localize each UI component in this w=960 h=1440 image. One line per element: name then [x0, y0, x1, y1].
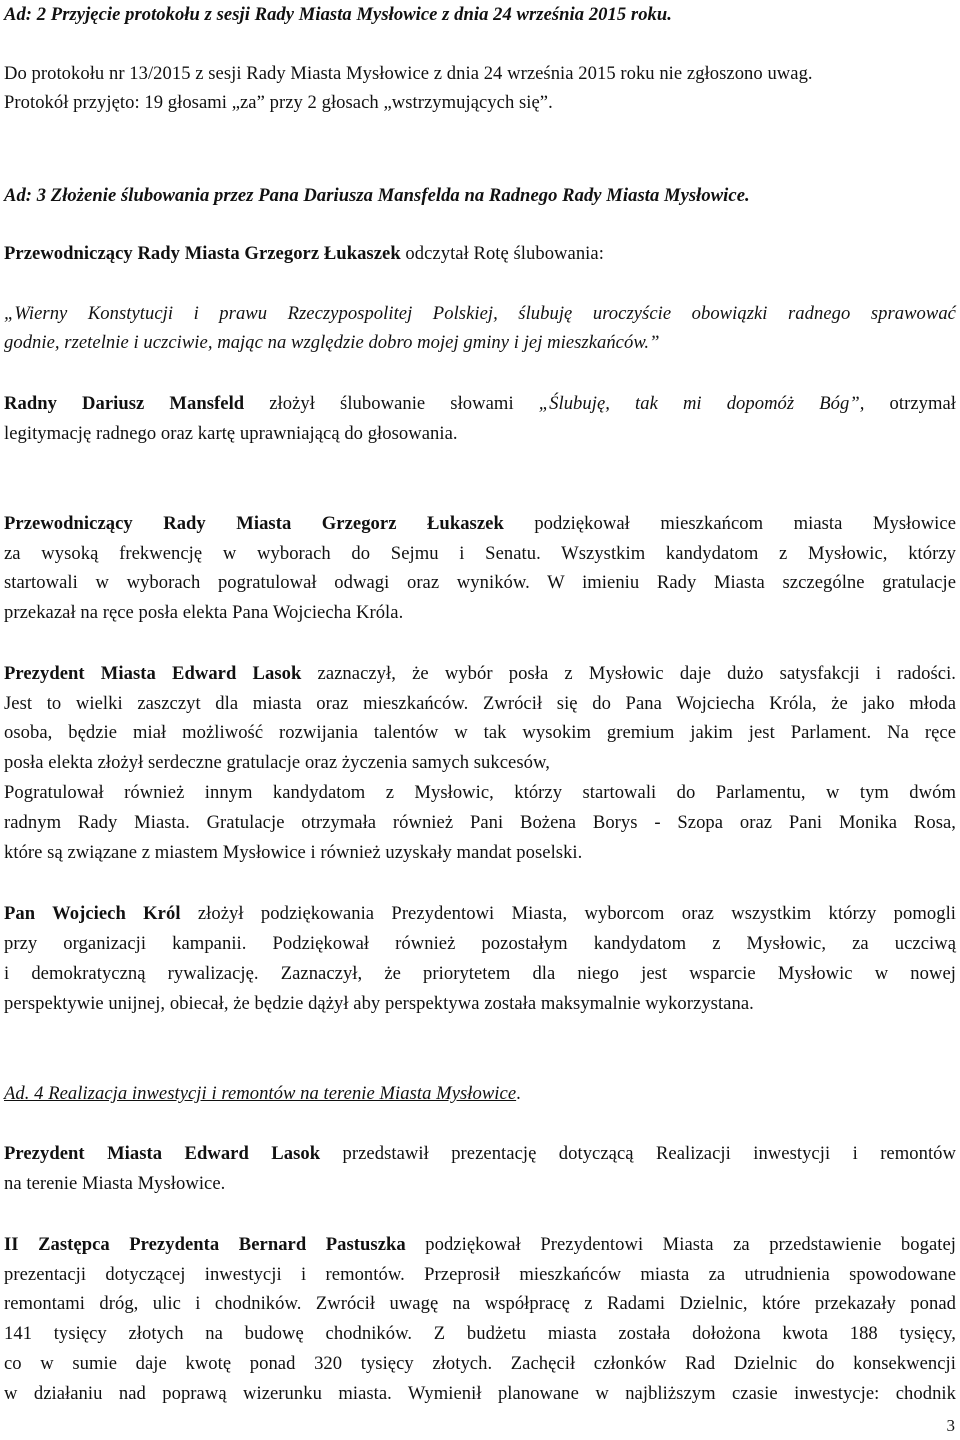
krol-line-3: i demokratyczną rywalizację. Zaznaczył, że priorytetem dla niego jest wsparcie Mysłowic w nowej: [4, 963, 956, 984]
ad4-heading: Ad. 4 Realizacja inwestycji i remontów na terenie Miasta Mysłowice.: [4, 1083, 521, 1104]
speaker-name: Radny Dariusz Mansfeld: [4, 393, 245, 414]
presentation-line-1: Prezydent Miasta Edward Lasok przedstawił prezentację dotyczącą Realizacji inwestycji i remontów: [4, 1143, 956, 1164]
ad3-paragraph: Przewodniczący Rady Miasta Grzegorz Łukaszek odczytał Rotę ślubowania:: [4, 243, 604, 264]
deputy-line-5: co w sumie daje kwotę ponad 320 tysięcy złotych. Zachęcił członków Rad Dzielnic do konsekwencji: [4, 1353, 956, 1374]
krol-line-1: Pan Wojciech Król złożył podziękowania Prezydentowi Miasta, wyborcom oraz wszystkim którzy pomogli: [4, 903, 956, 924]
oath-taken-line-1: Radny Dariusz Mansfeld złożył ślubowanie słowami „Ślubuję, tak mi dopomóż Bóg”, otrzymał: [4, 393, 957, 414]
speaker-name: Przewodniczący Rady Miasta Grzegorz Łukaszek: [4, 513, 504, 534]
ad2-text: Do protokołu nr 13/2015 z sesji Rady Miasta Mysłowice z dnia 24 września 2015 roku nie zgłoszono uwag.: [4, 63, 813, 84]
thanks-line-3: startowali w wyborach pogratulował odwagi oraz wyników. W imieniu Rady Miasta szczególne gratulacje: [4, 572, 956, 593]
speaker-name: Prezydent Miasta Edward Lasok: [4, 663, 302, 684]
krol-line-4: perspektywie unijnej, obiecał, że będzie dążył aby perspektywa została maksymalnie wykorzystana.: [4, 993, 754, 1014]
deputy-line-3: remontami dróg, ulic i chodników. Zwrócił uwagę na współpracę z Radami Dzielnic, które przekazały ponad: [4, 1293, 956, 1314]
oath-taken-line-2: legitymację radnego oraz kartę uprawniającą do głosowania.: [4, 423, 458, 444]
president-line-7: które są związane z miastem Mysłowice i również uzyskały mandat poselski.: [4, 842, 583, 863]
president-line-5: Pogratulował również innym kandydatom z Mysłowic, którzy startowali do Parlamentu, w tym dwóm: [4, 782, 956, 803]
oath-quote: „Ślubuję, tak mi dopomóż Bóg”,: [538, 393, 865, 414]
president-line-1: Prezydent Miasta Edward Lasok zaznaczył, że wybór posła z Mysłowic daje dużo satysfakcji i radości.: [4, 663, 956, 684]
presentation-line-2: na terenie Miasta Mysłowice.: [4, 1173, 226, 1194]
krol-line-2: przy organizacji kampanii. Podziękował również pozostałym kandydatom z Mysłowic, za uczciwą: [4, 933, 956, 954]
ad2-vote: Protokół przyjęto: 19 głosami „za” przy 2 głosach „wstrzymujących się”.: [4, 92, 553, 113]
ad3-heading: Ad: 3 Złożenie ślubowania przez Pana Dariusza Mansfelda na Radnego Rady Miasta Mysłowice.: [4, 185, 750, 206]
oath-line-2: godnie, rzetelnie i uczciwie, mając na względzie dobro mojej gminy i jej mieszkańców.”: [4, 332, 660, 353]
speaker-name: Przewodniczący Rady Miasta Grzegorz Łukaszek: [4, 243, 401, 264]
ad2-heading: Ad: 2 Przyjęcie protokołu z sesji Rady Miasta Mysłowice z dnia 24 września 2015 roku.: [4, 4, 672, 25]
thanks-line-4: przekazał na ręce posła elekta Pana Wojciecha Króla.: [4, 602, 404, 623]
president-line-4: posła elekta złożył serdeczne gratulacje oraz życzenia samych sukcesów,: [4, 752, 550, 773]
deputy-line-6: w działaniu nad poprawą wizerunku miasta. Wymienił planowane w najbliższym czasie inwestycje: chodnik: [4, 1383, 956, 1404]
thanks-line-1: Przewodniczący Rady Miasta Grzegorz Łukaszek podziękował mieszkańcom miasta Mysłowice: [4, 513, 956, 534]
oath-line-1: „Wierny Konstytucji i prawu Rzeczypospolitej Polskiej, ślubuję uroczyście obowiązki radnego sprawować: [4, 303, 956, 324]
page-number: 3: [946, 1416, 955, 1435]
deputy-line-4: 141 tysięcy złotych na budowę chodników. Z budżetu miasta została dołożona kwota 188 tysięcy,: [4, 1323, 956, 1344]
thanks-line-2: za wysoką frekwencję w wyborach do Sejmu i Senatu. Wszystkim kandydatom z Mysłowic, którzy: [4, 543, 956, 564]
deputy-line-2: prezentacji dotyczącej inwestycji i remontów. Przeprosił mieszkańców miasta za utrudnienia spowodowane: [4, 1264, 956, 1285]
speaker-name: II Zastępca Prezydenta Bernard Pastuszka: [4, 1234, 406, 1255]
deputy-line-1: II Zastępca Prezydenta Bernard Pastuszka podziękował Prezydentowi Miasta za przedstawienie bogatej: [4, 1234, 956, 1255]
president-line-3: osoba, będzie miał możliwość rozwijania talentów w tak wysokim gremium jakim jest Parlament. Na ręce: [4, 722, 956, 743]
president-line-2: Jest to wielki zaszczyt dla miasta oraz mieszkańców. Zwrócił się do Pana Wojciecha Króla, że jako młoda: [4, 693, 956, 714]
speaker-name: Prezydent Miasta Edward Lasok: [4, 1143, 321, 1164]
speaker-name: Pan Wojciech Król: [4, 903, 181, 924]
president-line-6: radnym Rady Miasta. Gratulacje otrzymała również Pani Bożena Borys - Szopa oraz Pani Monika Rosa,: [4, 812, 956, 833]
